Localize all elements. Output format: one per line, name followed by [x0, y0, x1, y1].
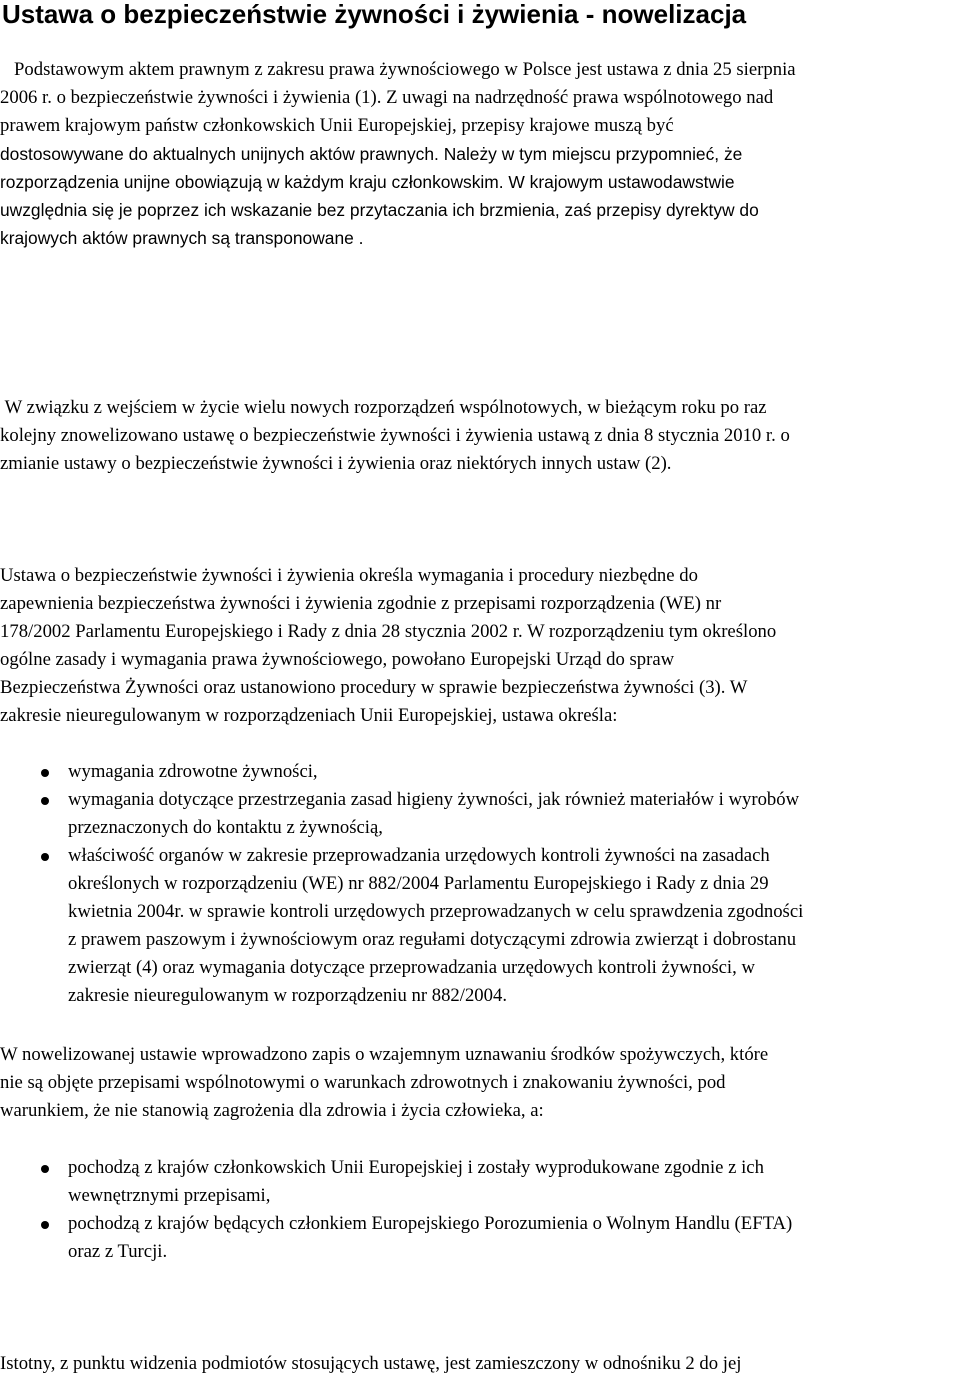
bullet-icon — [41, 1165, 49, 1173]
paragraph-line: W nowelizowanej ustawie wprowadzono zapis o wzajemnym uznawaniu środków spożywczych, które — [0, 1044, 769, 1065]
list-item — [0, 1210, 960, 1266]
list-item-line: wymagania dotyczące przestrzegania zasad higieny żywności, jak również materiałów i wyrobów — [68, 789, 800, 810]
list-item-line: wewnętrznymi przepisami, — [68, 1185, 271, 1206]
bullet-icon — [41, 853, 49, 861]
list-item-line: oraz z Turcji. — [68, 1241, 168, 1262]
paragraph-line: Istotny, z punktu widzenia podmiotów stosujących ustawę, jest zamieszczony w odnośniku 2 do jej — [0, 1353, 742, 1374]
list-item-line: przeznaczonych do kontaktu z żywnością, — [68, 817, 383, 838]
paragraph-line: Bezpieczeństwa Żywności oraz ustanowiono procedury w sprawie bezpieczeństwa żywności (3). W — [0, 677, 748, 698]
paragraph-line: zmianie ustawy o bezpieczeństwie żywności i żywienia oraz niektórych innych ustaw (2). — [0, 453, 672, 474]
bullet-icon — [41, 797, 49, 805]
bullet-icon — [41, 769, 49, 777]
paragraph-line: kolejny znowelizowano ustawę o bezpieczeństwie żywności i żywienia ustawą z dnia 8 stycznia 2010 r. o — [0, 425, 790, 446]
bullet-list-conditions — [0, 1154, 960, 1266]
paragraph-line: zapewnienia bezpieczeństwa żywności i żywienia zgodnie z przepisami rozporządzenia (WE) nr — [0, 593, 722, 614]
paragraph-line: W związku z wejściem w życie wielu nowych rozporządzeń wspólnotowych, w bieżącym roku po raz — [0, 397, 767, 418]
paragraph-line: warunkiem, że nie stanowią zagrożenia dla zdrowia i życia człowieka, a: — [0, 1100, 544, 1121]
paragraph-line: 178/2002 Parlamentu Europejskiego i Rady z dnia 28 stycznia 2002 r. W rozporządzeniu tym określono — [0, 621, 777, 642]
bullet-icon — [41, 1221, 49, 1229]
list-item-line: kwietnia 2004r. w sprawie kontroli urzędowych przeprowadzanych w celu sprawdzenia zgodności — [68, 901, 804, 922]
paragraph-line: 2006 r. o bezpieczeństwie żywności i żywienia (1). Z uwagi na nadrzędność prawa wspólnotowego nad — [0, 87, 774, 108]
paragraph-scope — [0, 562, 960, 730]
list-item — [0, 1154, 960, 1210]
paragraph-amendment — [0, 394, 960, 478]
list-item-line: zwierząt (4) oraz wymagania dotyczące przeprowadzania urzędowych kontroli żywności, w — [68, 957, 755, 978]
list-item-line: pochodzą z krajów członkowskich Unii Europejskiej i zostały wyprodukowane zgodnie z ich — [68, 1157, 764, 1178]
bullet-list-scope — [0, 758, 960, 1010]
list-item — [0, 842, 960, 1010]
paragraph-line: Podstawowym aktem prawnym z zakresu prawa żywnościowego w Polsce jest ustawa z dnia 25 sierpnia — [0, 59, 796, 80]
paragraph-line: rozporządzenia unijne obowiązują w każdym kraju członkowskim. W krajowym ustawodawstwie — [0, 172, 735, 192]
list-item-line: pochodzą z krajów będących członkiem Europejskiego Porozumienia o Wolnym Handlu (EFTA) — [68, 1213, 793, 1234]
list-item-line: określonych w rozporządzeniu (WE) nr 882/2004 Parlamentu Europejskiego i Rady z dnia 29 — [68, 873, 769, 894]
paragraph-line: zakresie nieuregulowanym w rozporządzeniach Unii Europejskiej, ustawa określa: — [0, 705, 618, 726]
list-item — [0, 758, 960, 786]
list-item — [0, 786, 960, 842]
paragraph-line: Ustawa o bezpieczeństwie żywności i żywienia określa wymagania i procedury niezbędne do — [0, 565, 698, 586]
list-item-line: z prawem paszowym i żywnościowym oraz regułami dotyczącymi zdrowia zwierząt i dobrostanu — [68, 929, 797, 950]
list-item-line: właściwość organów w zakresie przeprowadzania urzędowych kontroli żywności na zasadach — [68, 845, 770, 866]
list-item-line: zakresie nieuregulowanym w rozporządzeniu nr 882/2004. — [68, 985, 508, 1006]
paragraph-line: krajowych aktów prawnych są transponowane . — [0, 228, 364, 248]
paragraph-intro — [0, 56, 960, 252]
paragraph-line: dostosowywane do aktualnych unijnych aktów prawnych. Należy w tym miejscu przypomnieć, że — [0, 144, 743, 164]
paragraph-line: uwzględnia się je poprzez ich wskazanie bez przytaczania ich brzmienia, zaś przepisy dyrektyw do — [0, 200, 759, 220]
paragraph-line: ogólne zasady i wymagania prawa żywnościowego, powołano Europejski Urząd do spraw — [0, 649, 675, 670]
paragraph-line: prawem krajowym państw członkowskich Unii Europejskiej, przepisy krajowe muszą być — [0, 115, 674, 136]
paragraph-line: nie są objęte przepisami wspólnotowymi o warunkach zdrowotnych i znakowaniu żywności, pod — [0, 1072, 726, 1093]
paragraph-mutual-recognition — [0, 1041, 960, 1125]
paragraph-footnote-intro — [0, 1350, 960, 1378]
document-title: Ustawa o bezpieczeństwie żywności i żywienia - nowelizacja — [2, 0, 747, 29]
list-item-line: wymagania zdrowotne żywności, — [68, 761, 318, 782]
